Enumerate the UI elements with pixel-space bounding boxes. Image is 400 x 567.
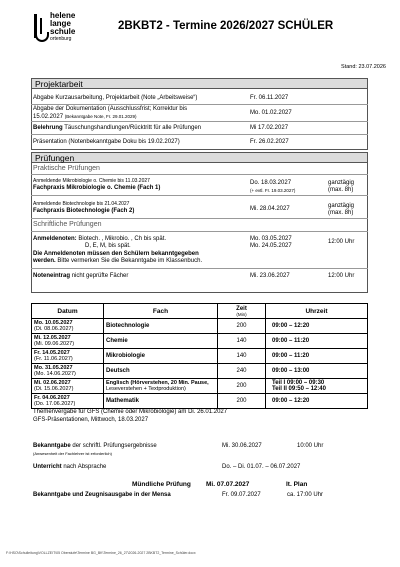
divider: [31, 104, 368, 105]
divider: [31, 218, 368, 219]
date-alt: (Fr. 11.06.2027): [34, 356, 73, 362]
row-uhrzeit: 09:00 – 11:20: [266, 349, 368, 364]
row-fach: Mikrobiologie: [104, 349, 218, 364]
unterricht-date: Do. – Di. 01.07. – 06.07.2027: [222, 464, 301, 470]
noteneintrag-date: Mi. 23.06.2027: [250, 273, 290, 279]
projekt-row-2-label2: [33, 113, 137, 121]
belehrung-bold: Belehrung: [33, 125, 63, 131]
row-uhrzeit: 09:00 – 12:20: [266, 394, 368, 409]
table-row: [32, 394, 368, 409]
row-zeit: 200: [218, 319, 266, 334]
bekanntgabe-text: der schriftl. Prüfungsergebnisse: [72, 443, 157, 449]
p2-duration-max: (max. 8h): [328, 210, 354, 216]
projekt-row-3-label: [33, 125, 201, 132]
col-header-fach: Fach: [104, 304, 218, 319]
bekanntgabe-bold: Bekanntgabe: [33, 443, 71, 449]
muendliche-plan: lt. Plan: [286, 481, 308, 488]
themen-line-1: Themenvergabe für GFS (Chemie oder Mikrobiologie) am Di. 26.01.2027: [33, 409, 228, 415]
date-main: Mo. 31.05.2027: [34, 365, 73, 371]
anmeldenoten-note-2: [33, 258, 202, 265]
row-fach: Deutsch: [104, 364, 218, 379]
divider: [31, 231, 368, 232]
projekt-row-2-date: Mo. 01.02.2027: [250, 110, 292, 116]
date-alt: (Di. 08.06.2027): [34, 326, 74, 332]
exam-schedule-table: [31, 303, 368, 409]
date-main: Mi. 02.06.2027: [34, 380, 71, 386]
anmeldenoten-note-1: Die Anmeldenoten müssen den Schülern bekanntgegeben: [33, 251, 199, 257]
col-header-zeit: [218, 304, 266, 319]
unterricht-row: [33, 464, 106, 471]
zeugnis-time: ca. 17:00 Uhr: [287, 492, 324, 498]
logo-word-4: ortenburg: [50, 36, 72, 42]
row-uhrzeit: 09:00 – 11:20: [266, 334, 368, 349]
row-zeit: 200: [218, 379, 266, 394]
logo-word-2: lange: [50, 19, 71, 28]
bekanntgabe-row: [33, 443, 157, 450]
note-bold: werden.: [33, 258, 56, 264]
anmeldenoten-date1: Mo. 03.05.2027: [250, 236, 292, 242]
pruefungen-heading: Prüfungen: [31, 152, 368, 163]
anmeldenoten-line1: Biotech. , Mikrobio. , Ch bis spät.: [78, 236, 167, 242]
table-row: [32, 379, 368, 394]
themen-line-2: GFS-Präsentationen, Mittwoch, 18.03.2027: [33, 417, 149, 423]
projekt-row-1-label: Abgabe Kurzausarbeitung, Projektarbeit (Note „Arbeitsweise“): [33, 95, 198, 101]
table-row: [32, 319, 368, 334]
anmeldenoten-bold: Anmeldenoten:: [33, 236, 77, 242]
stand-date: Stand: 23.07.2026: [341, 64, 386, 70]
anmeldenoten-time: 12:00 Uhr: [328, 239, 355, 245]
noteneintrag-row: [33, 273, 128, 280]
zeugnis-label: Bekanntgabe und Zeugnisausgabe in der Mensa: [33, 492, 171, 498]
unterricht-text: nach Absprache: [63, 464, 107, 470]
anmeldenoten-row: [33, 236, 166, 243]
divider: [31, 195, 368, 196]
col-header-datum: Datum: [32, 304, 104, 319]
divider: [31, 268, 368, 269]
row-fach: [104, 379, 218, 394]
noteneintrag-time: 12:00 Uhr: [328, 273, 355, 279]
row-fach: Chemie: [104, 334, 218, 349]
belehrung-text: Täuschungshandlungen/Rücktritt für alle Prüfungen: [64, 125, 201, 131]
date-alt: (Do. 17.06.2027): [34, 401, 76, 407]
school-logo: [34, 12, 92, 50]
p1-duration-max: (max. 8h): [328, 187, 354, 193]
row-uhrzeit: 09:00 – 13:00: [266, 364, 368, 379]
table-row: [32, 349, 368, 364]
table-row: [32, 364, 368, 379]
date-main: Fr. 04.06.2027: [34, 395, 70, 401]
logo-word-3: schule: [50, 27, 76, 36]
p1-date: Do. 18.03.2027: [250, 180, 292, 186]
zeugnis-date: Fr. 09.07.2027: [222, 492, 261, 498]
table-row: [32, 334, 368, 349]
p1-fach: Fachpraxis Mikrobiologie o. Chemie (Fach 1): [33, 185, 161, 191]
row-zeit: 200: [218, 394, 266, 409]
p2-duration: ganztägig: [328, 203, 355, 209]
projekt-row-2-date-text: 15.02.2027: [33, 114, 64, 120]
projekt-heading: Projektarbeit: [31, 78, 368, 89]
zeit-label: Zeit: [236, 305, 247, 312]
fach-sub: Leseverstehen + Textproduktion): [106, 386, 186, 392]
date-main: Mi. 12.05.2027: [34, 335, 71, 341]
row-uhrzeit: [266, 379, 368, 394]
bekanntgabe-sub: (Anwesenheit der Fachlehrer ist erforderlich): [33, 451, 112, 456]
logo-word-1: helene: [50, 11, 76, 20]
row-zeit: 140: [218, 334, 266, 349]
row-date: [32, 394, 104, 409]
projekt-row-2-note: (Bekanntgabe Note, Fr. 29.01.2029): [64, 114, 137, 119]
divider: [31, 174, 368, 175]
file-path-footer: F:\HSO\Schulleitung\VOLLZEIT\05 Oberstufe\Termine BG_BK\Termine_26_27\2026-2027 2BKBT2_Termine_Schüler.docx: [6, 551, 196, 555]
row-fach: Biotechnologie: [104, 319, 218, 334]
projekt-row-2-label: Abgabe der Dokumentation (Ausschlussfrist; Korrektur bis: [33, 106, 188, 112]
projekt-row-1-date: Fr. 06.11.2027: [250, 95, 289, 101]
page-title: 2BKBT2 - Termine 2026/2027 SCHÜLER: [118, 20, 334, 32]
date-alt: (Mi. 09.06.2027): [34, 341, 75, 347]
bekanntgabe-time: 10:00 Uhr: [297, 443, 324, 449]
row-date: [32, 379, 104, 394]
row-date: [32, 334, 104, 349]
p2-anmeldung: Anmeldende Biotechnologie bis 21.04.2027: [33, 201, 130, 207]
row-date: [32, 364, 104, 379]
date-alt: (Mo. 14.06.2027): [34, 371, 76, 377]
zeit-unit: (Min): [236, 311, 247, 317]
projekt-row-4-date: Fr. 26.02.2027: [250, 139, 289, 145]
p1-anmeldung: Anmeldende Mikrobiologie o. Chemie bis 11.03.2027: [33, 178, 150, 184]
row-date: [32, 349, 104, 364]
table-header-row: [32, 304, 368, 319]
p2-date: Mi. 28.04.2027: [250, 206, 290, 212]
uhr-teil-2: Teil II 09:50 – 12:40: [272, 386, 326, 392]
note-text: Bitte vermerken Sie die Bekanntgabe im Klassenbuch.: [57, 258, 203, 264]
anmeldenoten-line2: D, E, M, bis spät.: [85, 243, 131, 249]
row-zeit: 240: [218, 364, 266, 379]
fach-rest: (Hörverstehen, 20 Min. Pause,: [130, 380, 209, 386]
schriftliche-heading: Schriftliche Prüfungen: [33, 221, 102, 228]
bekanntgabe-date: Mi. 30.06.2027: [222, 443, 262, 449]
noteneintrag-bold: Noteneintrag: [33, 273, 71, 279]
divider: [31, 121, 368, 122]
anmeldenoten-date2: Mo. 24.05.2027: [250, 243, 292, 249]
unterricht-bold: Unterricht: [33, 464, 62, 470]
muendliche-label: Mündliche Prüfung: [132, 481, 191, 488]
date-alt: (Di. 15.06.2027): [34, 386, 74, 392]
divider: [31, 134, 368, 135]
fach-bold: Englisch: [106, 380, 129, 386]
p2-fach: Fachpraxis Biotechnologie (Fach 2): [33, 208, 135, 214]
noteneintrag-text: nicht geprüfte Fächer: [71, 273, 129, 279]
projekt-row-3-date: Mi 17.02.2027: [250, 125, 289, 131]
row-fach: Mathematik: [104, 394, 218, 409]
muendliche-date: Mi. 07.07.2027: [206, 481, 250, 488]
row-zeit: 140: [218, 349, 266, 364]
date-main: Fr. 14.05.2027: [34, 350, 70, 356]
p1-date-note: (+ evtl. Fr. 19.03.2027): [250, 188, 296, 193]
date-main: Mo. 10.05.2027: [34, 320, 73, 326]
praktische-heading: Praktische Prüfungen: [33, 165, 100, 172]
col-header-uhrzeit: Uhrzeit: [266, 304, 368, 319]
projekt-row-4-label: Präsentation (Notenbekanntgabe Doku bis 19.02.2027): [33, 139, 180, 145]
row-date: [32, 319, 104, 334]
row-uhrzeit: 09:00 – 12:20: [266, 319, 368, 334]
p1-duration: ganztägig: [328, 180, 355, 186]
uhr-teil-1: Teil I 09:00 – 09:30: [272, 380, 325, 386]
